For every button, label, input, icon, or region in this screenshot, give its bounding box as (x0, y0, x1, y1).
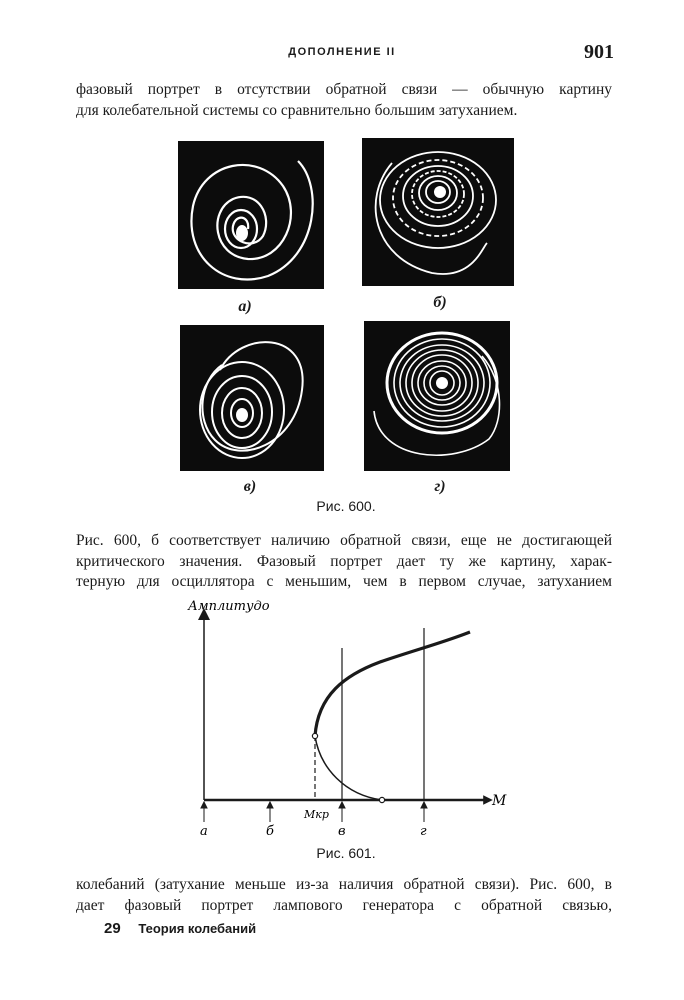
tick-arrowhead-v (339, 802, 345, 808)
phase-portrait-b-drawing (362, 138, 514, 286)
text-line: терную для осциллятора с меньшим, чем в первом случае, затуханием (76, 573, 612, 590)
text-line: для колебательной системы со сравнительно большим затуханием. (76, 101, 518, 119)
page-number: 901 (584, 41, 614, 63)
stable-branch-curve (315, 632, 470, 736)
unstable-branch-curve (315, 736, 382, 800)
subfigure-label-d: г) (434, 478, 446, 495)
text-line: дает фазовый портрет лампового генератора с обратной связью, (76, 896, 612, 914)
subfigure-label-c: в) (243, 478, 257, 495)
tick-arrowhead-a (201, 802, 207, 808)
signature-footer (104, 920, 256, 937)
running-title: ДОПОЛНЕНИЕ II (288, 46, 396, 58)
text-line: колебаний (затухание меньше из-за наличия обратной связи). Рис. 600, в (76, 876, 612, 893)
figure-601-caption: Рис. 601. (316, 845, 376, 861)
text-line: Рис. 600, б соответствует наличию обратной связи, еще не достигающей (76, 532, 612, 549)
tick-label-a: а (200, 824, 208, 839)
text-line: критического значения. Фазовый портрет дает ту же картину, харак- (76, 552, 612, 570)
tick-arrowhead-b (267, 802, 273, 808)
signature-title: Теория колебаний (138, 921, 257, 936)
phase-portrait-c (180, 325, 324, 471)
branch-endpoint (379, 797, 384, 802)
x-axis-label: M (492, 793, 507, 809)
phase-portrait-a-drawing (178, 141, 324, 289)
text-line: фазовый портрет в отсутствии обратной связи — обычную картину (76, 81, 612, 98)
tick-label-v: в (338, 824, 346, 839)
paragraph-1 (76, 80, 612, 121)
subfigure-label-b: б) (433, 294, 447, 311)
running-head (0, 41, 684, 64)
amplitude-graph (170, 590, 510, 840)
phase-portrait-c-drawing (180, 325, 324, 471)
critical-point (312, 733, 317, 738)
phase-portrait-d-drawing (364, 321, 510, 471)
tick-arrowhead-g (421, 802, 427, 808)
phase-portrait-b (362, 138, 514, 286)
phase-portrait-d (364, 321, 510, 471)
paragraph-3 (76, 875, 612, 916)
signature-number: 29 (104, 920, 121, 937)
phase-portrait-a (178, 141, 324, 289)
tick-label-b: б (266, 824, 274, 839)
y-axis-label: Амплитудо (188, 599, 270, 614)
figure-600-caption: Рис. 600. (316, 498, 376, 514)
tick-label-g: г (420, 824, 427, 839)
subfigure-label-a: а) (238, 298, 252, 315)
paragraph-2 (76, 531, 612, 593)
critical-m-label: Mкр (304, 808, 329, 821)
